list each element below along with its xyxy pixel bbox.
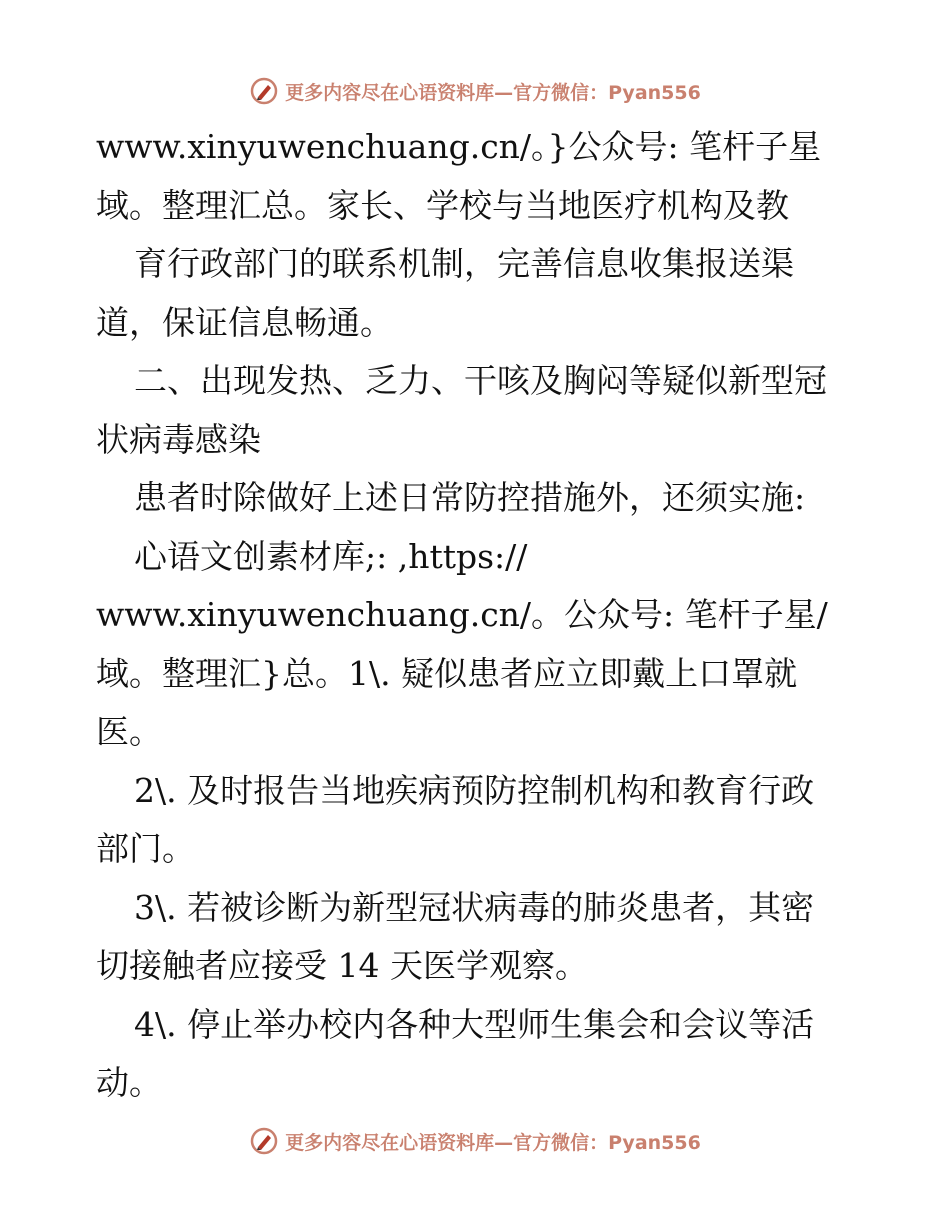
list-item: 4\. 停止举办校内各种大型师生集会和会议等活 [134,1004,815,1044]
text-line: 道，保证信息畅通。 [96,302,393,342]
header-watermark [0,74,950,108]
document-body [96,118,876,1113]
section-heading: 二、出现发热、乏力、干咳及胸闷等疑似新型冠 [134,361,827,400]
text-line: 切接触者应接受 14 天医学观察。 [96,946,588,985]
footer-watermark [0,1124,950,1158]
list-item: 3\. 若被诊断为新型冠状病毒的肺炎患者，其密 [134,887,815,927]
text-line: 育行政部门的联系机制，完善信息收集报送渠 [134,244,794,283]
watermark-text: 更多内容尽在心语资料库—官方微信：Pyan556 [285,1131,701,1154]
watermark-text: 更多内容尽在心语资料库—官方微信：Pyan556 [285,81,701,104]
text-line: 医。 [96,712,162,751]
pen-logo-icon [249,1126,279,1156]
text-line: 心语文创素材库;: ,https:// [134,536,528,576]
text-line: 域。整理汇总。家长、学校与当地医疗机构及教 [96,185,789,225]
text-line: 部门。 [96,829,195,868]
text-line: 动。 [96,1063,162,1102]
pen-logo-icon [249,76,279,106]
text-line: www.xinyuwenchuang.cn/。公众号: 笔杆子星/ [96,595,828,634]
text-line: www.xinyuwenchuang.cn/。}公众号: 笔杆子星 [96,127,822,166]
text-line: 域。整理汇}总。1\. 疑似患者应立即戴上口罩就 [96,653,798,693]
section-heading-cont: 状病毒感染 [96,419,261,459]
list-item: 2\. 及时报告当地疾病预防控制机构和教育行政 [134,770,815,810]
text-line: 患者时除做好上述日常防控措施外，还须实施: [134,478,806,517]
